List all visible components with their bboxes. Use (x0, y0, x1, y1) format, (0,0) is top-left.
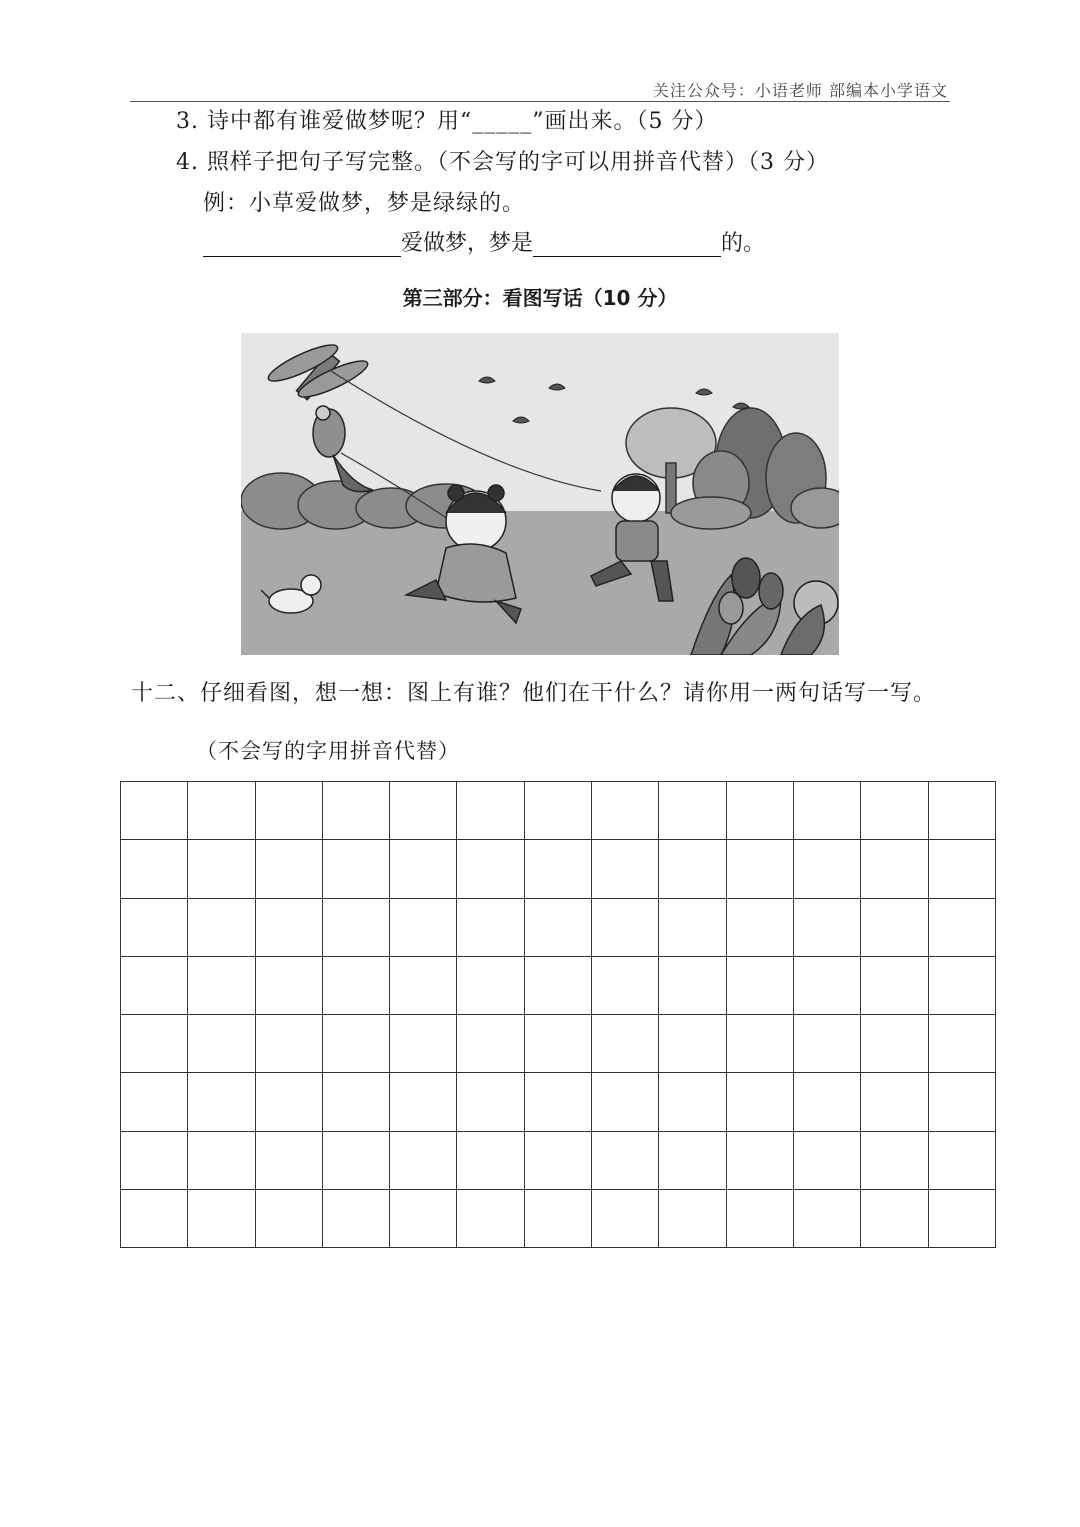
grid-cell[interactable] (121, 1073, 188, 1131)
grid-cell[interactable] (322, 1189, 389, 1247)
grid-cell[interactable] (390, 898, 457, 956)
grid-cell[interactable] (121, 840, 188, 898)
grid-cell[interactable] (457, 782, 524, 840)
grid-cell[interactable] (861, 898, 928, 956)
grid-cell[interactable] (592, 840, 659, 898)
grid-cell[interactable] (255, 782, 322, 840)
grid-row (121, 1131, 996, 1189)
grid-cell[interactable] (592, 1131, 659, 1189)
grid-cell[interactable] (659, 1131, 726, 1189)
grid-cell[interactable] (322, 1131, 389, 1189)
grid-cell[interactable] (726, 840, 793, 898)
question-4: 4. 照样子把句子写完整。（不会写的字可以用拼音代替）（3 分） (176, 150, 829, 175)
kite-flying-illustration (241, 333, 839, 655)
grid-cell[interactable] (726, 782, 793, 840)
grid-cell[interactable] (793, 1131, 860, 1189)
grid-cell[interactable] (188, 898, 255, 956)
grid-row (121, 1015, 996, 1073)
grid-row (121, 956, 996, 1014)
grid-cell[interactable] (188, 1189, 255, 1247)
grid-cell[interactable] (457, 898, 524, 956)
grid-row (121, 1073, 996, 1131)
grid-cell[interactable] (592, 1073, 659, 1131)
grid-cell[interactable] (322, 840, 389, 898)
grid-cell[interactable] (121, 1189, 188, 1247)
grid-cell[interactable] (390, 956, 457, 1014)
fill-middle-text: 爱做梦，梦是 (401, 231, 534, 256)
page-header: 关注公众号：小语老师 部编本小学语文 (652, 81, 948, 100)
grid-cell[interactable] (255, 1131, 322, 1189)
grid-row (121, 898, 996, 956)
grid-cell[interactable] (390, 1189, 457, 1247)
grid-cell[interactable] (524, 956, 591, 1014)
grid-cell[interactable] (592, 1189, 659, 1247)
grid-cell[interactable] (524, 1073, 591, 1131)
grid-cell[interactable] (457, 1073, 524, 1131)
grid-cell[interactable] (592, 956, 659, 1014)
grid-cell[interactable] (390, 1131, 457, 1189)
grid-cell[interactable] (188, 840, 255, 898)
grid-cell[interactable] (121, 1131, 188, 1189)
section-title: 第三部分：看图写话（10 分） (402, 286, 678, 310)
grid-cell[interactable] (659, 956, 726, 1014)
grid-cell[interactable] (255, 1015, 322, 1073)
grid-cell[interactable] (861, 840, 928, 898)
grid-cell[interactable] (457, 956, 524, 1014)
grid-cell[interactable] (457, 840, 524, 898)
grid-cell[interactable] (322, 1073, 389, 1131)
grid-cell[interactable] (592, 782, 659, 840)
grid-cell[interactable] (255, 1189, 322, 1247)
grid-cell[interactable] (928, 956, 995, 1014)
grid-cell[interactable] (322, 1015, 389, 1073)
grid-cell[interactable] (659, 1073, 726, 1131)
grid-cell[interactable] (188, 1073, 255, 1131)
grid-cell[interactable] (457, 1131, 524, 1189)
grid-cell[interactable] (592, 898, 659, 956)
grid-cell[interactable] (188, 782, 255, 840)
grid-cell[interactable] (861, 956, 928, 1014)
grid-cell[interactable] (255, 898, 322, 956)
grid-row (121, 782, 996, 840)
grid-cell[interactable] (659, 840, 726, 898)
grid-cell[interactable] (726, 1015, 793, 1073)
header-divider (130, 101, 950, 102)
grid-row (121, 840, 996, 898)
writing-grid[interactable] (120, 781, 996, 1248)
grid-cell[interactable] (861, 782, 928, 840)
grid-cell[interactable] (121, 782, 188, 840)
grid-cell[interactable] (861, 1189, 928, 1247)
grid-cell[interactable] (121, 898, 188, 956)
answer-blank-subject[interactable] (203, 230, 401, 257)
grid-cell[interactable] (390, 1015, 457, 1073)
grid-cell[interactable] (928, 1073, 995, 1131)
grid-cell[interactable] (793, 1189, 860, 1247)
grid-cell[interactable] (793, 956, 860, 1014)
grid-cell[interactable] (188, 1131, 255, 1189)
grid-cell[interactable] (457, 1189, 524, 1247)
example-sentence: 例：小草爱做梦，梦是绿绿的。 (203, 191, 526, 216)
grid-cell[interactable] (390, 782, 457, 840)
grid-cell[interactable] (793, 1073, 860, 1131)
grid-cell[interactable] (928, 1189, 995, 1247)
question-3: 3. 诗中都有谁爱做梦呢？用“_____”画出来。（5 分） (176, 109, 718, 134)
grid-cell[interactable] (793, 1015, 860, 1073)
grid-cell[interactable] (255, 1073, 322, 1131)
task-prompt: 十二、仔细看图，想一想：图上有谁？他们在干什么？请你用一两句话写一写。 (131, 681, 937, 706)
grid-cell[interactable] (928, 898, 995, 956)
grid-cell[interactable] (255, 840, 322, 898)
grid-cell[interactable] (322, 956, 389, 1014)
grid-cell[interactable] (861, 1015, 928, 1073)
grid-cell[interactable] (861, 1073, 928, 1131)
grid-cell[interactable] (457, 1015, 524, 1073)
grid-cell[interactable] (659, 782, 726, 840)
grid-cell[interactable] (524, 898, 591, 956)
task-note: （不会写的字用拼音代替） (196, 739, 460, 763)
grid-cell[interactable] (793, 898, 860, 956)
grid-cell[interactable] (390, 1073, 457, 1131)
grid-cell[interactable] (659, 898, 726, 956)
fill-end-text: 的。 (721, 231, 766, 256)
grid-cell[interactable] (928, 1131, 995, 1189)
grid-cell[interactable] (659, 1015, 726, 1073)
grid-cell[interactable] (928, 782, 995, 840)
grid-cell[interactable] (121, 956, 188, 1014)
grid-cell[interactable] (793, 840, 860, 898)
grid-cell[interactable] (524, 1189, 591, 1247)
grid-cell[interactable] (592, 1015, 659, 1073)
grid-cell[interactable] (524, 840, 591, 898)
grid-row (121, 1189, 996, 1247)
grid-cell[interactable] (726, 1073, 793, 1131)
grid-cell[interactable] (524, 782, 591, 840)
grid-cell[interactable] (188, 1015, 255, 1073)
grid-cell[interactable] (255, 956, 322, 1014)
grid-cell[interactable] (726, 1131, 793, 1189)
grid-cell[interactable] (928, 1015, 995, 1073)
grid-cell[interactable] (524, 1015, 591, 1073)
grid-cell[interactable] (861, 1131, 928, 1189)
grid-cell[interactable] (524, 1131, 591, 1189)
grid-cell[interactable] (726, 898, 793, 956)
grid-cell[interactable] (322, 898, 389, 956)
grid-cell[interactable] (659, 1189, 726, 1247)
answer-blank-description[interactable] (533, 230, 721, 257)
grid-cell[interactable] (121, 1015, 188, 1073)
grid-cell[interactable] (726, 956, 793, 1014)
grid-cell[interactable] (322, 782, 389, 840)
grid-cell[interactable] (793, 782, 860, 840)
grid-cell[interactable] (390, 840, 457, 898)
grid-cell[interactable] (188, 956, 255, 1014)
fill-in-sentence (203, 226, 765, 257)
grid-cell[interactable] (928, 840, 995, 898)
grid-cell[interactable] (726, 1189, 793, 1247)
